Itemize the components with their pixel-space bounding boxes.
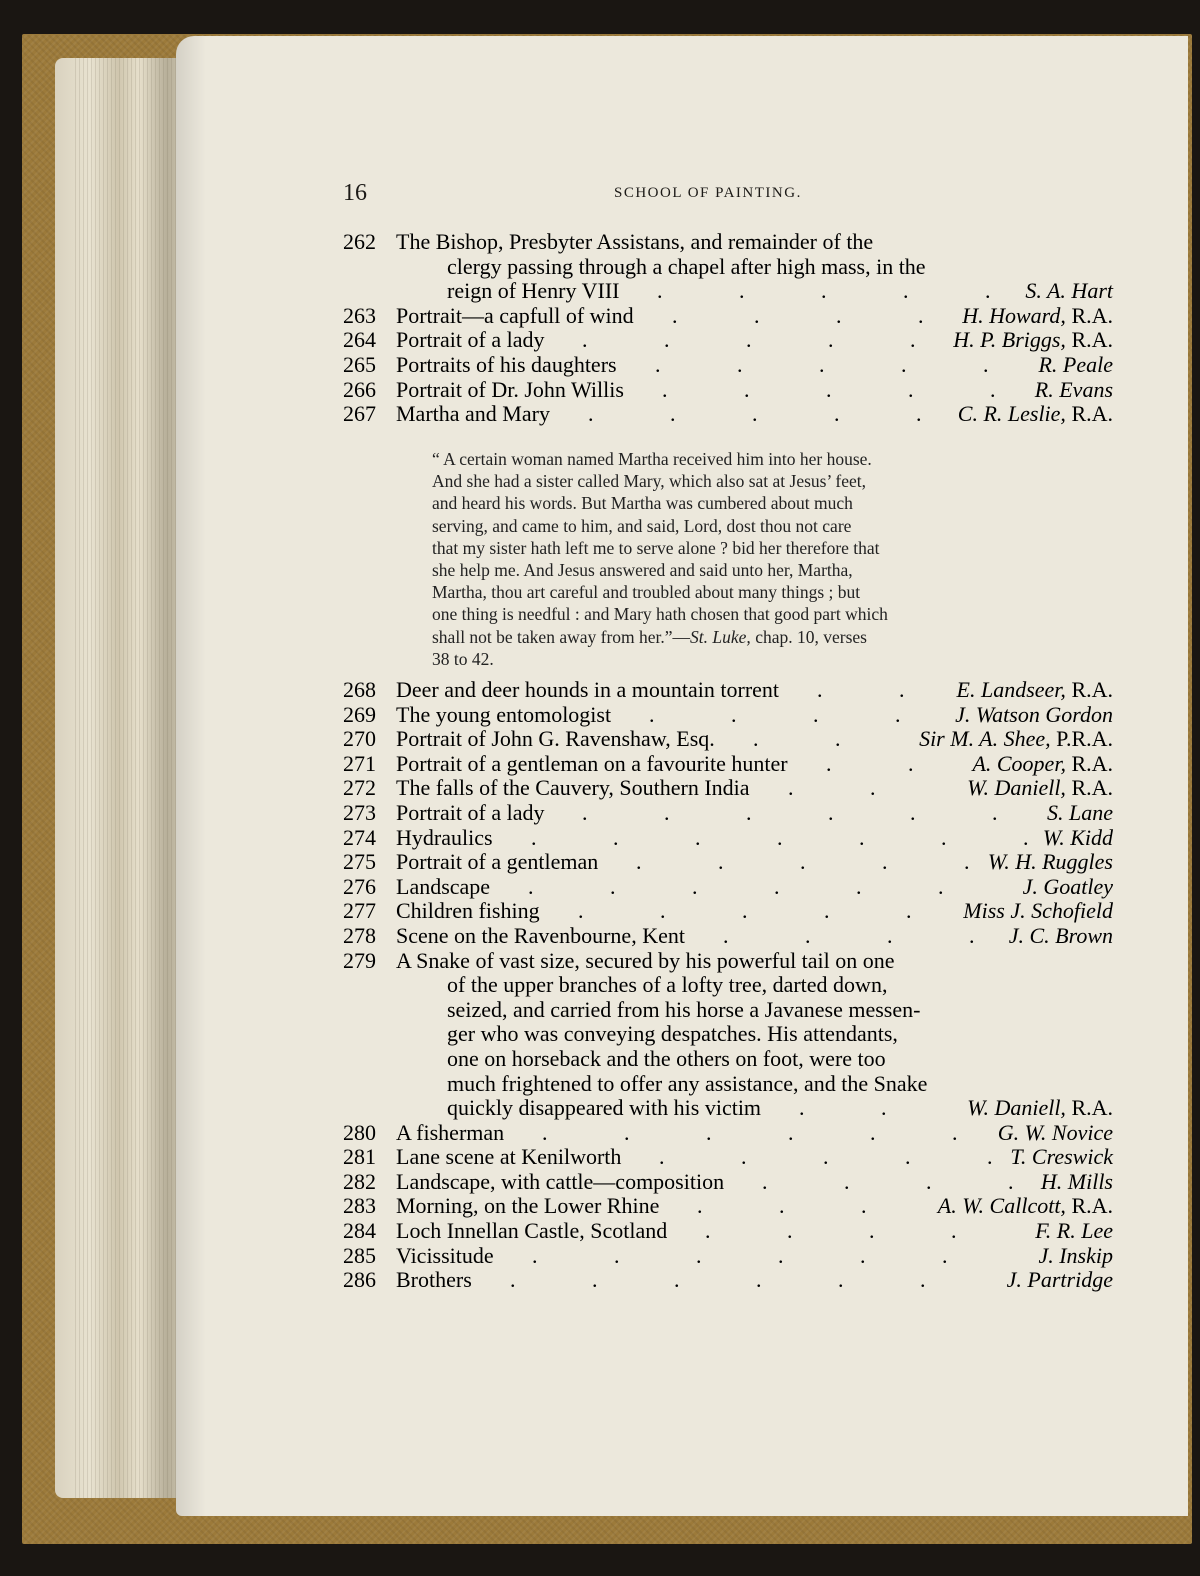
leader-dot: . bbox=[613, 824, 619, 850]
entry-title: Hydraulics bbox=[396, 824, 493, 850]
entry-number: 281 bbox=[343, 1144, 376, 1170]
leader-dot: . bbox=[887, 922, 893, 948]
artist-name: W. Daniell, bbox=[967, 775, 1066, 801]
entry-artist bbox=[1025, 279, 1113, 304]
quote-line: that my sister hath left me to serve alone ? bid her therefore that bbox=[432, 537, 880, 558]
catalogue-entry bbox=[343, 678, 1113, 703]
entry-number: 279 bbox=[343, 947, 376, 973]
entry-number: 273 bbox=[343, 799, 376, 825]
leader-dot: . bbox=[662, 376, 668, 402]
quote-text: chap. 10, verses bbox=[750, 626, 867, 647]
leader-dot: . bbox=[823, 1144, 829, 1170]
entry-number: 265 bbox=[343, 351, 376, 377]
artist-name: C. R. Leslie, bbox=[957, 401, 1066, 427]
entry-number: 283 bbox=[343, 1193, 376, 1219]
artist-name: H. P. Briggs, bbox=[953, 327, 1066, 353]
artist-name: T. Creswick bbox=[1010, 1144, 1113, 1170]
leader-dot: . bbox=[705, 1218, 711, 1244]
entry-title: ger who was conveying despatches. His attendants, bbox=[447, 1021, 898, 1047]
entry-number: 280 bbox=[343, 1119, 376, 1145]
entry-artist bbox=[957, 678, 1113, 703]
leader-dot: . bbox=[788, 1119, 794, 1145]
entry-artist bbox=[919, 727, 1113, 752]
leader-dot: . bbox=[744, 376, 750, 402]
leader-dot: . bbox=[723, 922, 729, 948]
artist-name: R. Peale bbox=[1038, 351, 1113, 377]
entry-number: 266 bbox=[343, 376, 376, 402]
quote-line: and heard his words. But Martha was cumbered about much bbox=[432, 493, 853, 514]
artist-name: E. Landseer, bbox=[956, 677, 1066, 702]
leader-dot: . bbox=[824, 898, 830, 924]
leader-dot: . bbox=[649, 701, 655, 727]
catalogue-entry bbox=[343, 850, 1113, 875]
entry-title: Brothers bbox=[396, 1267, 472, 1293]
leader-dot: . bbox=[828, 799, 834, 825]
leader-dot: . bbox=[910, 327, 916, 353]
entry-title: much frightened to offer any assistance, and the Snake bbox=[447, 1070, 928, 1096]
entry-artist bbox=[1009, 924, 1113, 949]
leader-dot: . bbox=[938, 873, 944, 899]
leader-dot: . bbox=[836, 302, 842, 328]
leader-dot: . bbox=[754, 302, 760, 328]
artist-name: Miss J. Schofield bbox=[963, 898, 1113, 924]
leader-dot: . bbox=[778, 1242, 784, 1268]
entry-number: 277 bbox=[343, 898, 376, 924]
page-number: 16 bbox=[343, 180, 367, 206]
entry-number: 278 bbox=[343, 922, 376, 948]
leader-dot: . bbox=[860, 1242, 866, 1268]
entry-title: Portrait of Dr. John Willis bbox=[396, 376, 624, 402]
entry-title: Portrait—a capfull of wind bbox=[396, 302, 634, 328]
leader-dot: . bbox=[718, 849, 724, 875]
running-header: SCHOOL OF PAINTING. bbox=[614, 185, 802, 201]
entry-title: A fisherman bbox=[396, 1119, 505, 1145]
leader-dot: . bbox=[882, 849, 888, 875]
leader-dot: . bbox=[964, 849, 970, 875]
entry-title: seized, and carried from his horse a Javanese messen- bbox=[447, 996, 921, 1022]
artist-name: W. Daniell, bbox=[967, 1095, 1066, 1121]
catalogue-entry bbox=[343, 1170, 1113, 1195]
leader-dot: . bbox=[779, 1193, 785, 1219]
leader-dot: . bbox=[706, 1119, 712, 1145]
leader-dot: . bbox=[859, 824, 865, 850]
leader-dot: . bbox=[741, 1144, 747, 1170]
entry-title: Landscape, with cattle—composition bbox=[396, 1168, 725, 1194]
entry-title: reign of Henry VIII bbox=[447, 278, 620, 304]
artist-honour: R.A. bbox=[1065, 302, 1113, 328]
leader-dot: . bbox=[987, 1144, 993, 1170]
leader-dot: . bbox=[787, 1218, 793, 1244]
artist-honour: R.A. bbox=[1065, 677, 1113, 702]
catalogue-entry bbox=[343, 899, 1113, 924]
leader-dot: . bbox=[762, 1168, 768, 1194]
leader-dot: . bbox=[731, 701, 737, 727]
catalogue-entry bbox=[343, 776, 1113, 801]
entry-title: Lane scene at Kenilworth bbox=[396, 1144, 622, 1170]
artist-name: J. Goatley bbox=[1022, 873, 1113, 899]
entry-artist bbox=[1035, 1219, 1113, 1244]
leader-dot: . bbox=[753, 726, 759, 752]
leader-dot: . bbox=[528, 873, 534, 899]
entry-number: 272 bbox=[343, 775, 376, 801]
catalogue-entry bbox=[343, 1219, 1113, 1244]
entry-number: 269 bbox=[343, 701, 376, 727]
leader-dot: . bbox=[672, 302, 678, 328]
leader-dot: . bbox=[908, 750, 914, 776]
leader-dot: . bbox=[531, 824, 537, 850]
catalogue-entry-continuation bbox=[343, 1047, 1113, 1072]
leader-dot: . bbox=[951, 1218, 957, 1244]
leader-dot: . bbox=[838, 1267, 844, 1293]
leader-dot: . bbox=[664, 799, 670, 825]
catalogue-entry-continuation bbox=[343, 1096, 1113, 1121]
entry-number: 262 bbox=[343, 229, 376, 254]
entry-title: Children fishing bbox=[396, 898, 540, 924]
entry-number: 274 bbox=[343, 824, 376, 850]
entry-artist bbox=[1023, 875, 1113, 900]
entry-artist bbox=[972, 752, 1113, 777]
entry-number: 282 bbox=[343, 1168, 376, 1194]
catalogue-entry bbox=[343, 826, 1113, 851]
entry-artist bbox=[1043, 826, 1113, 851]
entry-artist bbox=[1047, 801, 1113, 826]
entry-artist bbox=[1007, 1268, 1113, 1293]
artist-honour: P.R.A. bbox=[1050, 726, 1113, 752]
leader-dot: . bbox=[592, 1267, 598, 1293]
leader-dot: . bbox=[636, 849, 642, 875]
entry-title: The young entomologist bbox=[396, 701, 612, 727]
catalogue-entry bbox=[343, 304, 1113, 329]
leader-dot: . bbox=[983, 351, 989, 377]
entry-title: clergy passing through a chapel after high mass, in the bbox=[447, 253, 926, 279]
leader-dot: . bbox=[739, 278, 745, 304]
artist-name: H. Howard, bbox=[962, 302, 1066, 328]
leader-dot: . bbox=[821, 278, 827, 304]
artist-honour: R.A. bbox=[1065, 327, 1113, 353]
entry-artist bbox=[963, 899, 1113, 924]
quote-line: “ A certain woman named Martha received him into her house. bbox=[432, 449, 872, 469]
quote-line bbox=[432, 626, 1024, 648]
leader-dot: . bbox=[834, 401, 840, 427]
entry-title: quickly disappeared with his victim bbox=[447, 1095, 762, 1121]
catalogue-entry-continuation bbox=[343, 255, 1113, 280]
entry-artist bbox=[998, 1121, 1113, 1146]
catalogue-entry bbox=[343, 1121, 1113, 1146]
catalogue-entry bbox=[343, 328, 1113, 353]
artist-honour: R.A. bbox=[1065, 750, 1113, 776]
leader-dot: . bbox=[624, 1119, 630, 1145]
leader-dot: . bbox=[1023, 824, 1029, 850]
leader-dot: . bbox=[659, 1144, 665, 1170]
leader-dot: . bbox=[657, 278, 663, 304]
leader-dot: . bbox=[737, 351, 743, 377]
leader-dot: . bbox=[800, 849, 806, 875]
leader-dot: . bbox=[942, 1242, 948, 1268]
leader-dot: . bbox=[817, 677, 823, 702]
entry-artist bbox=[962, 304, 1113, 329]
entry-artist bbox=[938, 1194, 1113, 1219]
leader-dot: . bbox=[1008, 1168, 1014, 1194]
entry-number: 270 bbox=[343, 726, 376, 752]
leader-dot: . bbox=[895, 701, 901, 727]
entry-title: Portrait of a gentleman on a favourite hunter bbox=[396, 750, 788, 776]
entry-artist bbox=[1038, 1244, 1113, 1269]
catalogue-entry bbox=[343, 1244, 1113, 1269]
leader-dot: . bbox=[588, 401, 594, 427]
artist-honour: R.A. bbox=[1065, 1193, 1113, 1219]
leader-dot: . bbox=[542, 1119, 548, 1145]
leader-dot: . bbox=[695, 824, 701, 850]
artist-name: G. W. Novice bbox=[997, 1119, 1113, 1145]
entry-title: Morning, on the Lower Rhine bbox=[396, 1193, 660, 1219]
leader-dot: . bbox=[901, 351, 907, 377]
catalogue-entry bbox=[343, 353, 1113, 378]
leader-dot: . bbox=[670, 401, 676, 427]
entry-number: 285 bbox=[343, 1242, 376, 1268]
catalogue-entry bbox=[343, 949, 1113, 974]
entry-artist bbox=[1010, 1145, 1113, 1170]
entry-number: 267 bbox=[343, 401, 376, 427]
catalogue-entry bbox=[343, 378, 1113, 403]
entry-number: 284 bbox=[343, 1218, 376, 1244]
entry-title: one on horseback and the others on foot, were too bbox=[447, 1045, 886, 1071]
entry-number: 286 bbox=[343, 1267, 376, 1293]
artist-name: W. Kidd bbox=[1042, 824, 1113, 850]
artist-honour: R.A. bbox=[1065, 401, 1113, 427]
leader-dot: . bbox=[788, 775, 794, 801]
quote-citation: St. Luke, bbox=[690, 626, 751, 647]
leader-dot: . bbox=[990, 376, 996, 402]
leader-dot: . bbox=[805, 922, 811, 948]
artist-name: Sir M. A. Shee, bbox=[919, 726, 1051, 752]
leader-dot: . bbox=[826, 376, 832, 402]
artist-name: S. Lane bbox=[1047, 799, 1113, 825]
catalogue-entry-continuation bbox=[343, 998, 1113, 1023]
catalogue-list-bottom bbox=[343, 678, 1113, 1293]
artist-honour: R.A. bbox=[1065, 1095, 1113, 1121]
leader-dot: . bbox=[614, 1242, 620, 1268]
entry-title: Portrait of a lady bbox=[396, 327, 545, 353]
entry-artist bbox=[1041, 1170, 1113, 1195]
artist-name: A. Cooper, bbox=[972, 750, 1066, 776]
entry-number: 268 bbox=[343, 677, 376, 702]
artist-name: R. Evans bbox=[1034, 376, 1113, 402]
quote-line: 38 to 42. bbox=[432, 648, 494, 669]
entry-artist bbox=[1038, 353, 1113, 378]
quote-line: And she had a sister called Mary, which also sat at Jesus’ feet, bbox=[432, 471, 866, 492]
leader-dot: . bbox=[910, 799, 916, 825]
entry-title: Loch Innellan Castle, Scotland bbox=[396, 1218, 668, 1244]
leader-dot: . bbox=[899, 677, 905, 702]
catalogue-entry bbox=[343, 402, 1113, 427]
leader-dot: . bbox=[869, 1218, 875, 1244]
leader-dot: . bbox=[655, 351, 661, 377]
entry-number: 276 bbox=[343, 873, 376, 899]
leader-dot: . bbox=[906, 898, 912, 924]
entry-artist bbox=[958, 402, 1113, 427]
quote-text: shall not be taken away from her.”— bbox=[432, 626, 691, 647]
entry-title: The falls of the Cauvery, Southern India bbox=[396, 775, 750, 801]
leader-dot: . bbox=[582, 327, 588, 353]
entry-number: 264 bbox=[343, 327, 376, 353]
leader-dot: . bbox=[916, 401, 922, 427]
catalogue-list-top bbox=[343, 230, 1113, 427]
leader-dot: . bbox=[660, 898, 666, 924]
entry-title: Landscape bbox=[396, 873, 491, 899]
leader-dot: . bbox=[985, 278, 991, 304]
leader-dot: . bbox=[835, 726, 841, 752]
artist-name: J. Partridge bbox=[1006, 1267, 1113, 1293]
artist-honour: R.A. bbox=[1065, 775, 1113, 801]
leader-dot: . bbox=[799, 1095, 805, 1121]
leader-dot: . bbox=[742, 898, 748, 924]
leader-dot: . bbox=[903, 278, 909, 304]
leader-dot: . bbox=[746, 327, 752, 353]
leader-dot: . bbox=[844, 1168, 850, 1194]
leader-dot: . bbox=[578, 898, 584, 924]
catalogue-entry bbox=[343, 727, 1113, 752]
artist-name: F. R. Lee bbox=[1035, 1218, 1113, 1244]
leader-dot: . bbox=[828, 327, 834, 353]
artist-name: J. Watson Gordon bbox=[955, 701, 1113, 727]
entry-title: The Bishop, Presbyter Assistans, and remainder of the bbox=[396, 229, 874, 254]
leader-dot: . bbox=[697, 1193, 703, 1219]
artist-name: S. A. Hart bbox=[1025, 278, 1113, 304]
catalogue-entry bbox=[343, 875, 1113, 900]
catalogue-entry-continuation bbox=[343, 279, 1113, 304]
entry-title: Vicissitude bbox=[396, 1242, 494, 1268]
artist-name: A. W. Callcott, bbox=[937, 1193, 1066, 1219]
leader-dot: . bbox=[664, 327, 670, 353]
leader-dot: . bbox=[905, 1144, 911, 1170]
entry-title: Deer and deer hounds in a mountain torrent bbox=[396, 677, 780, 702]
artist-name: J. C. Brown bbox=[1008, 922, 1113, 948]
entry-title: Portrait of John G. Ravenshaw, Esq. bbox=[396, 726, 715, 752]
leader-dot: . bbox=[918, 302, 924, 328]
entry-artist bbox=[967, 776, 1113, 801]
leader-dot: . bbox=[856, 873, 862, 899]
leader-dot: . bbox=[774, 873, 780, 899]
quote-line: one thing is needful : and Mary hath chosen that good part which bbox=[432, 604, 888, 625]
catalogue-entry bbox=[343, 1194, 1113, 1219]
quote-line: serving, and came to him, and said, Lord, dost thou not care bbox=[432, 515, 852, 536]
entry-artist bbox=[953, 328, 1113, 353]
leader-dot: . bbox=[746, 799, 752, 825]
catalogue-entry bbox=[343, 703, 1113, 728]
catalogue-entry bbox=[343, 230, 1113, 255]
page-edges bbox=[55, 58, 195, 1498]
entry-number: 263 bbox=[343, 302, 376, 328]
catalogue-entry-continuation bbox=[343, 1072, 1113, 1097]
catalogue-entry bbox=[343, 801, 1113, 826]
catalogue-entry bbox=[343, 1268, 1113, 1293]
entry-title: Portrait of a gentleman bbox=[396, 849, 599, 875]
catalogue-entry-continuation bbox=[343, 1022, 1113, 1047]
quote-line: Martha, thou art careful and troubled about many things ; but bbox=[432, 582, 861, 603]
leader-dot: . bbox=[819, 351, 825, 377]
leader-dot: . bbox=[610, 873, 616, 899]
catalogue-entry bbox=[343, 752, 1113, 777]
entry-title: A Snake of vast size, secured by his powerful tail on one bbox=[396, 947, 895, 973]
leader-dot: . bbox=[870, 1119, 876, 1145]
entry-title: Scene on the Ravenbourne, Kent bbox=[396, 922, 685, 948]
leader-dot: . bbox=[920, 1267, 926, 1293]
leader-dot: . bbox=[692, 873, 698, 899]
leader-dot: . bbox=[777, 824, 783, 850]
catalogue-entry bbox=[343, 924, 1113, 949]
leader-dot: . bbox=[752, 401, 758, 427]
entry-title: Martha and Mary bbox=[396, 401, 550, 427]
leader-dot: . bbox=[861, 1193, 867, 1219]
entry-title: of the upper branches of a lofty tree, darted down, bbox=[447, 972, 888, 998]
leader-dot: . bbox=[969, 922, 975, 948]
leader-dot: . bbox=[941, 824, 947, 850]
leader-dot: . bbox=[582, 799, 588, 825]
entry-title: Portrait of a lady bbox=[396, 799, 545, 825]
leader-dot: . bbox=[532, 1242, 538, 1268]
leader-dot: . bbox=[813, 701, 819, 727]
leader-dot: . bbox=[826, 750, 832, 776]
artist-name: W. H. Ruggles bbox=[987, 849, 1113, 875]
entry-artist bbox=[967, 1096, 1113, 1121]
scripture-quotation bbox=[432, 448, 1024, 670]
leader-dot: . bbox=[870, 775, 876, 801]
leader-dot: . bbox=[952, 1119, 958, 1145]
entry-artist bbox=[955, 703, 1113, 728]
leader-dot: . bbox=[992, 799, 998, 825]
artist-name: J. Inskip bbox=[1038, 1242, 1113, 1268]
entry-number: 271 bbox=[343, 750, 376, 776]
entry-title: Portraits of his daughters bbox=[396, 351, 617, 377]
leader-dot: . bbox=[756, 1267, 762, 1293]
artist-name: H. Mills bbox=[1040, 1168, 1113, 1194]
entry-artist bbox=[988, 850, 1113, 875]
leader-dot: . bbox=[881, 1095, 887, 1121]
catalogue-entry-continuation bbox=[343, 973, 1113, 998]
leader-dot: . bbox=[674, 1267, 680, 1293]
leader-dot: . bbox=[510, 1267, 516, 1293]
entry-artist bbox=[1035, 378, 1113, 403]
leader-dot: . bbox=[908, 376, 914, 402]
quote-line: she help me. And Jesus answered and said unto her, Martha, bbox=[432, 559, 853, 580]
leader-dot: . bbox=[696, 1242, 702, 1268]
leader-dot: . bbox=[926, 1168, 932, 1194]
catalogue-entry bbox=[343, 1145, 1113, 1170]
entry-number: 275 bbox=[343, 849, 376, 875]
